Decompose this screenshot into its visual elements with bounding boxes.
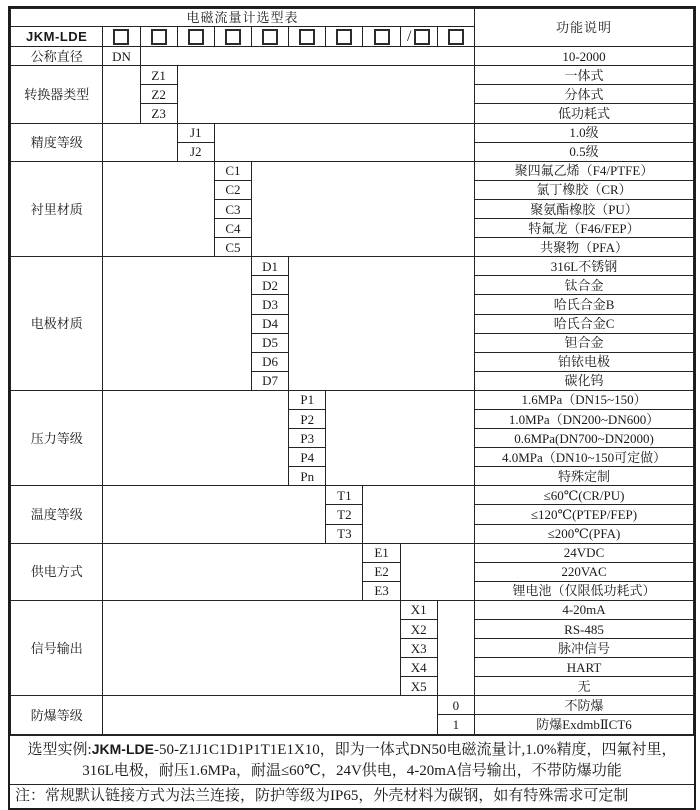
desc-z2: 分体式 <box>475 85 694 104</box>
desc-t1: ≤60℃(CR/PU) <box>475 486 694 505</box>
desc-d6: 铂铱电极 <box>475 352 694 371</box>
example-line-2: 316L电极，耐压1.6MPa，耐温≤60℃，24V供电，4-20mA信号输出，不带防爆功能 <box>82 762 622 779</box>
code-dn: DN <box>103 47 140 66</box>
code-e1: E1 <box>363 543 400 562</box>
desc-x1: 4-20mA <box>475 600 694 619</box>
code-e2: E2 <box>363 562 400 581</box>
model-checkbox-cell-4[interactable] <box>214 27 251 47</box>
checkbox-icon[interactable] <box>188 29 204 45</box>
section-label-electrode: 电极材质 <box>11 257 103 391</box>
code-x3: X3 <box>400 639 437 658</box>
code-d1: D1 <box>252 257 289 276</box>
code-p3: P3 <box>289 429 326 448</box>
model-checkbox-cell-7[interactable] <box>326 27 363 47</box>
section-label-signal: 信号输出 <box>11 600 103 695</box>
desc-c1: 聚四氟乙烯（F4/PTFE） <box>475 161 694 180</box>
model-checkbox-cell-1[interactable] <box>103 27 140 47</box>
code-t2: T2 <box>326 505 363 524</box>
spacer <box>400 543 474 600</box>
checkbox-icon[interactable] <box>151 29 167 45</box>
model-checkbox-cell-3[interactable] <box>177 27 214 47</box>
model-checkbox-cell-6[interactable] <box>289 27 326 47</box>
section-label-converter: 转换器类型 <box>11 66 103 123</box>
spacer <box>103 543 363 600</box>
code-x1: X1 <box>400 600 437 619</box>
desc-p3: 0.6MPa(DN700~DN2000) <box>475 429 694 448</box>
desc-d1: 316L不锈钢 <box>475 257 694 276</box>
spacer <box>437 600 474 695</box>
code-exproof-1: 1 <box>437 715 474 735</box>
checkbox-icon[interactable] <box>374 29 390 45</box>
section-label-temperature: 温度等级 <box>11 486 103 543</box>
model-checkbox-cell-2[interactable] <box>140 27 177 47</box>
section-label-dn: 公称直径 <box>11 47 103 66</box>
code-d5: D5 <box>252 333 289 352</box>
spacer <box>103 123 177 161</box>
spacer <box>103 486 326 543</box>
code-t1: T1 <box>326 486 363 505</box>
desc-j1: 1.0级 <box>475 123 694 142</box>
desc-d5: 钽合金 <box>475 333 694 352</box>
code-x2: X2 <box>400 620 437 639</box>
desc-c5: 共聚物（PFA） <box>475 238 694 257</box>
desc-x2: RS-485 <box>475 620 694 639</box>
code-c1: C1 <box>214 161 251 180</box>
checkbox-icon[interactable] <box>113 29 129 45</box>
spacer <box>214 123 474 161</box>
example-model-bold: JKM-LDE <box>91 740 154 757</box>
spacer <box>103 257 252 391</box>
section-label-liner: 衬里材质 <box>11 161 103 256</box>
desc-e3: 锂电池（仅限低功耗式） <box>475 581 694 600</box>
desc-d3: 哈氏合金B <box>475 295 694 314</box>
desc-p2: 1.0MPa（DN200~DN600） <box>475 409 694 428</box>
model-prefix: JKM-LDE <box>11 27 103 47</box>
example-prefix: 选型实例: <box>27 741 92 758</box>
section-label-pressure: 压力等级 <box>11 390 103 485</box>
desc-d7: 碳化钨 <box>475 371 694 390</box>
desc-pn: 特殊定制 <box>475 467 694 486</box>
slash-separator: / <box>406 27 412 45</box>
spacer <box>103 390 289 485</box>
code-z1: Z1 <box>140 66 177 85</box>
spacer <box>103 696 437 735</box>
desc-d4: 哈氏合金C <box>475 314 694 333</box>
desc-p1: 1.6MPa（DN15~150） <box>475 390 694 409</box>
spacer <box>103 161 214 256</box>
code-x4: X4 <box>400 658 437 677</box>
code-d4: D4 <box>252 314 289 333</box>
section-label-exproof: 防爆等级 <box>11 696 103 735</box>
code-p4: P4 <box>289 448 326 467</box>
desc-c2: 氯丁橡胶（CR） <box>475 180 694 199</box>
code-x5: X5 <box>400 677 437 696</box>
model-checkbox-cell-5[interactable] <box>252 27 289 47</box>
model-checkbox-cell-10[interactable] <box>437 27 474 47</box>
checkbox-icon[interactable] <box>448 29 464 45</box>
spacer <box>363 486 475 543</box>
checkbox-icon[interactable] <box>299 29 315 45</box>
desc-p4: 4.0MPa（DN10~150可定做） <box>475 448 694 467</box>
desc-c3: 聚氨酯橡胶（PU） <box>475 199 694 218</box>
selection-table <box>10 8 694 735</box>
desc-c4: 特氟龙（F46/FEP） <box>475 219 694 238</box>
code-c4: C4 <box>214 219 251 238</box>
model-checkbox-cell-9[interactable] <box>400 27 437 47</box>
note-text: 注：常规默认链接方式为法兰连接，防护等级为IP65，外壳材料为碳钢，如有特殊需求可定制 <box>10 784 694 808</box>
code-d3: D3 <box>252 295 289 314</box>
code-p2: P2 <box>289 409 326 428</box>
code-d6: D6 <box>252 352 289 371</box>
code-p1: P1 <box>289 390 326 409</box>
checkbox-icon[interactable] <box>414 29 430 45</box>
code-exproof-0: 0 <box>437 696 474 715</box>
desc-dn: 10-2000 <box>475 47 694 66</box>
desc-j2: 0.5级 <box>475 142 694 161</box>
example-line-1 <box>10 739 694 761</box>
desc-t3: ≤200℃(PFA) <box>475 524 694 543</box>
example-section <box>10 735 694 784</box>
spacer <box>177 66 474 123</box>
desc-x3: 脉冲信号 <box>475 639 694 658</box>
code-j2: J2 <box>177 142 214 161</box>
desc-t2: ≤120℃(PTEP/FEP) <box>475 505 694 524</box>
example-line1-rest: -50-Z1J1C1D1P1T1E1X10，即为一体式DN50电磁流量计,1.0%精度，四氟衬里， <box>153 741 677 758</box>
desc-z3: 低功耗式 <box>475 104 694 123</box>
desc-exproof-1: 防爆ExdmbⅡCT6 <box>475 715 694 735</box>
spacer <box>140 47 475 66</box>
desc-x4: HART <box>475 658 694 677</box>
spacer <box>289 257 475 391</box>
table-title: 电磁流量计选型表 <box>11 9 475 27</box>
section-label-accuracy: 精度等级 <box>11 123 103 161</box>
desc-z1: 一体式 <box>475 66 694 85</box>
code-t3: T3 <box>326 524 363 543</box>
code-z3: Z3 <box>140 104 177 123</box>
checkbox-icon[interactable] <box>336 29 352 45</box>
desc-e2: 220VAC <box>475 562 694 581</box>
desc-d2: 钛合金 <box>475 276 694 295</box>
code-d7: D7 <box>252 371 289 390</box>
spacer <box>103 66 140 123</box>
spacer <box>252 161 475 256</box>
selection-table-sheet <box>8 6 696 810</box>
code-pn: Pn <box>289 467 326 486</box>
desc-x5: 无 <box>475 677 694 696</box>
code-d2: D2 <box>252 276 289 295</box>
column-header-function: 功能说明 <box>475 9 694 47</box>
code-c3: C3 <box>214 199 251 218</box>
spacer <box>103 600 400 695</box>
section-label-power: 供电方式 <box>11 543 103 600</box>
code-z2: Z2 <box>140 85 177 104</box>
code-e3: E3 <box>363 581 400 600</box>
desc-exproof-0: 不防爆 <box>475 696 694 715</box>
spacer <box>326 390 475 485</box>
code-c2: C2 <box>214 180 251 199</box>
desc-e1: 24VDC <box>475 543 694 562</box>
checkbox-icon[interactable] <box>262 29 278 45</box>
code-j1: J1 <box>177 123 214 142</box>
model-checkbox-cell-8[interactable] <box>363 27 400 47</box>
code-c5: C5 <box>214 238 251 257</box>
checkbox-icon[interactable] <box>225 29 241 45</box>
